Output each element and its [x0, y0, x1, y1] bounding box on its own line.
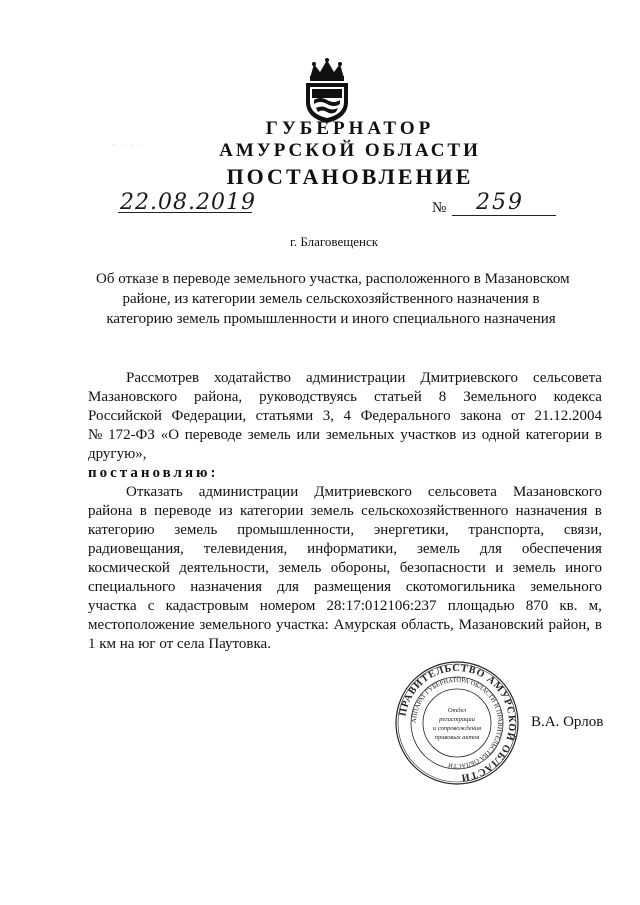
body-word: и [495, 560, 504, 576]
body-word: № [88, 427, 103, 443]
body-word: земель [174, 522, 218, 538]
body-word: Федерации, [171, 408, 247, 424]
body-word: земель [247, 427, 291, 443]
body-word: участка [88, 598, 137, 614]
document-number: 259 [476, 190, 524, 215]
body-word: информатики, [307, 541, 398, 557]
body-word: «О [160, 427, 180, 443]
body-word: земель [416, 541, 460, 557]
body-line [88, 540, 602, 559]
body-word: область, [401, 617, 454, 633]
subject-line: районе, из категории земель сельскохозяйственного назначения в [122, 291, 540, 307]
body-word: назначения [190, 579, 263, 595]
body-word: 3, [322, 408, 334, 424]
subject-line: категорию земель промышленности и иного специального назначения [106, 311, 556, 327]
document-date: 22.08.2019 [120, 190, 256, 215]
body-word: размещения [313, 579, 392, 595]
number-label: № [432, 200, 447, 216]
body-word: сельсовета [532, 370, 602, 386]
body-word: деятельности, [179, 560, 269, 576]
body-line [88, 559, 602, 578]
official-seal [394, 660, 520, 786]
seal-middle-text: АППАРАТ ГУБЕРНАТОРА ОБЛАСТИ И ПРАВИТЕЛЬСТВА ОБЛАСТИ [410, 676, 504, 770]
issuer-region: АМУРСКОЙ ОБЛАСТИ [219, 140, 481, 161]
issuer-title: ГУБЕРНАТОР [265, 118, 435, 139]
document-subject [96, 269, 570, 329]
body-word: района [88, 503, 133, 519]
body-word: статьями [255, 408, 314, 424]
body-word: номером [259, 598, 316, 614]
body-word: энергетики, [373, 522, 449, 538]
body-word: земельного [199, 617, 272, 633]
resolution [88, 483, 602, 654]
body-word: Мазановский [458, 617, 544, 633]
body-word: 28:17:012106:237 [326, 598, 437, 614]
seal-outer-text: ПРАВИТЕЛЬСТВО АМУРСКОЙ ОБЛАСТИ [397, 662, 518, 783]
body-word: или [296, 427, 321, 443]
body-line [88, 369, 602, 388]
body-word: администрации [305, 370, 406, 386]
body-word: земельного [530, 579, 602, 595]
body-line [88, 578, 602, 597]
city: г. Благовещенск [289, 234, 379, 249]
body-word: м, [588, 598, 602, 614]
body-line [88, 597, 602, 616]
body-word: от [511, 408, 525, 424]
body-word: сельсовета [427, 484, 497, 500]
body-word: из [218, 503, 233, 519]
body-word: район, [548, 617, 590, 633]
body-word: руководствуясь [259, 389, 357, 405]
body-word: телевидения, [203, 541, 288, 557]
body-word: назначения [515, 503, 588, 519]
body-word: из [462, 427, 476, 443]
body-word: Мазановского [88, 389, 178, 405]
body-word: промышленности, [237, 522, 355, 538]
body-word: кодекса [553, 389, 602, 405]
body-word: переводе [184, 427, 242, 443]
body-word: Федерального [360, 408, 451, 424]
body-word: переводе [154, 503, 212, 519]
body-word: обороны, [330, 560, 391, 576]
body-word: администрации [198, 484, 299, 500]
document-type: ПОСТАНОВЛЕНИЕ [226, 164, 474, 189]
body-word: радиовещания, [88, 541, 184, 557]
body-word: категории [239, 503, 304, 519]
body-word: одной [481, 427, 520, 443]
seal-center-line: регистрации [439, 716, 475, 723]
body-word: района, [194, 389, 243, 405]
body-word: в [594, 503, 602, 519]
seal-center-line: правовых актов [434, 734, 480, 741]
body-word: 8 [438, 389, 447, 405]
body-line [88, 407, 602, 426]
resolve-word: постановляю: [88, 465, 219, 481]
body-word: категории [525, 427, 590, 443]
body-word: участка: [276, 617, 329, 633]
body-word: безопасности [399, 560, 486, 576]
body-word: космической [88, 560, 170, 576]
body-word: Рассмотрев [126, 370, 200, 386]
body-word: сельскохозяйственного [361, 503, 509, 519]
body-word: статьей [373, 389, 422, 405]
body-line: другую», [88, 446, 147, 462]
body-word: скотомогильника [405, 579, 516, 595]
coat-of-arms-icon [300, 58, 354, 124]
body-word: 4 [343, 408, 352, 424]
body-word: земель [278, 560, 322, 576]
body-word: Дмитриевского [420, 370, 519, 386]
body-word: Российской [88, 408, 162, 424]
body-word: в [139, 503, 147, 519]
body-word: закона [460, 408, 502, 424]
body-word: кв. [559, 598, 578, 614]
body-line [88, 388, 602, 407]
body-word: 21.12.2004 [534, 408, 602, 424]
body-word: Отказать [126, 484, 183, 500]
body-word: земель [512, 560, 556, 576]
body-word: с [147, 598, 155, 614]
body-word: иного [565, 560, 602, 576]
subject-line: Об отказе в переводе земельного участка, расположенного в Мазановском [96, 271, 570, 287]
body-word: в [594, 427, 602, 443]
body-word: для [276, 579, 299, 595]
body-line [88, 483, 602, 502]
body-line: 1 км на юг от села Паутовка. [88, 636, 271, 652]
body-word: для [479, 541, 502, 557]
body-word: площадью [447, 598, 515, 614]
preamble [88, 369, 602, 464]
seal-center-line: и сопровождения [432, 725, 482, 732]
body-word: 172-ФЗ [108, 427, 155, 443]
body-line [88, 521, 602, 540]
date-underline [118, 211, 252, 213]
body-word: участков [400, 427, 457, 443]
body-word: Амурская [333, 617, 397, 633]
signer-name: В.А. Орлов [531, 714, 604, 730]
body-word: специального [88, 579, 176, 595]
body-word: 870 [525, 598, 549, 614]
body-line [88, 502, 602, 521]
body-word: Мазановского [512, 484, 602, 500]
body-word: кадастровым [165, 598, 249, 614]
body-word: земельных [325, 427, 395, 443]
faint-mark: · · · · [112, 140, 145, 150]
document-body [88, 369, 602, 654]
body-word: в [594, 617, 602, 633]
body-word: земель [310, 503, 354, 519]
body-line [88, 616, 602, 635]
body-word: транспорта, [468, 522, 545, 538]
body-line [88, 426, 602, 445]
body-word: Дмитриевского [314, 484, 412, 500]
body-word: местоположение [88, 617, 195, 633]
seal-center-line: Отдел [447, 707, 467, 714]
body-word: ходатайство [214, 370, 292, 386]
body-word: обеспечения [521, 541, 602, 557]
number-underline [452, 214, 556, 216]
body-word: Земельного [463, 389, 537, 405]
body-word: категорию [88, 522, 155, 538]
body-word: связи, [563, 522, 602, 538]
